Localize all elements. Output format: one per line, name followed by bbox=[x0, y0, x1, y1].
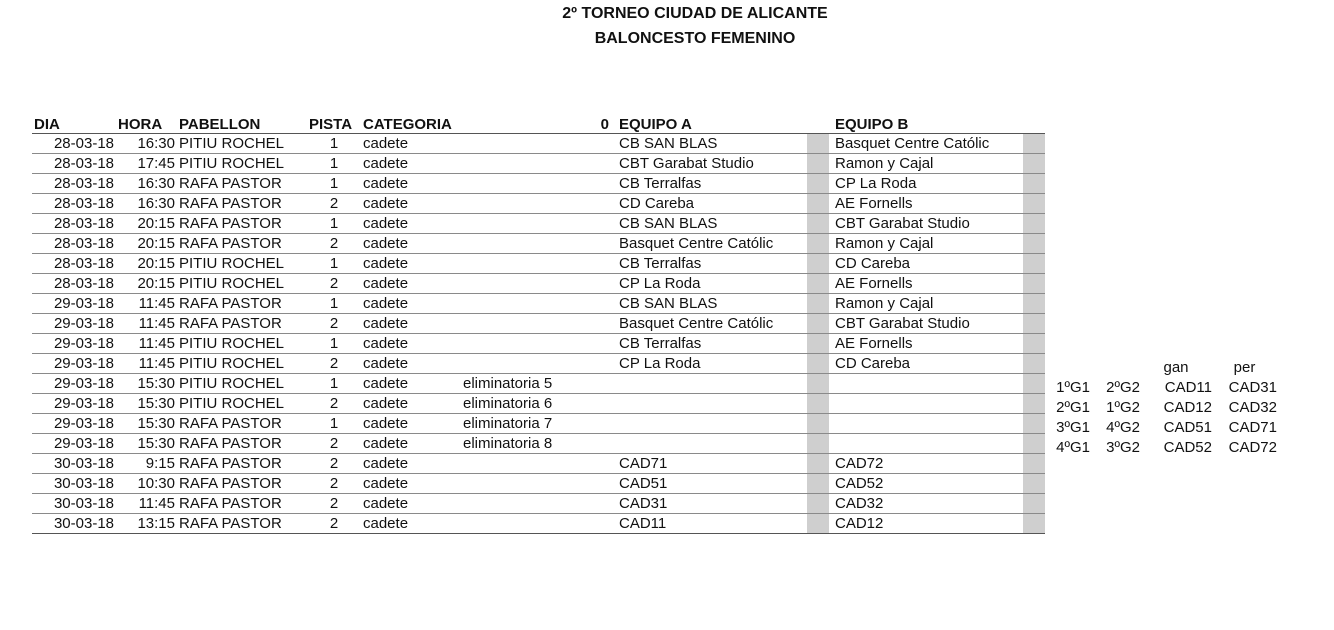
cell-end bbox=[1023, 334, 1045, 354]
cell-dia: 29-03-18 bbox=[32, 314, 116, 334]
table-row bbox=[32, 314, 1045, 334]
cell-blank bbox=[593, 394, 611, 414]
cell-pabellon: RAFA PASTOR bbox=[177, 494, 307, 514]
table-row bbox=[32, 214, 1045, 234]
cell-equipo-a bbox=[611, 414, 807, 434]
cell-equipo-a: CAD71 bbox=[611, 454, 807, 474]
cell-pabellon: PITIU ROCHEL bbox=[177, 154, 307, 174]
cell-equipo-b bbox=[829, 374, 1023, 394]
cell-hora: 15:30 bbox=[116, 434, 177, 454]
document-title: 2º TORNEO CIUDAD DE ALICANTE bbox=[562, 5, 828, 22]
cell-eliminatoria bbox=[461, 494, 593, 514]
cell-blank bbox=[593, 314, 611, 334]
cell-equipo-a: Basquet Centre Católic bbox=[611, 234, 807, 254]
bracket-cell: CAD71 bbox=[1228, 419, 1277, 436]
cell-equipo-a bbox=[611, 394, 807, 414]
cell-pabellon: RAFA PASTOR bbox=[177, 474, 307, 494]
cell-blank bbox=[593, 354, 611, 374]
bracket-header-row bbox=[1040, 358, 1277, 378]
bracket-cell: 4ºG1 bbox=[1056, 439, 1090, 456]
cell-equipo-a: CB Terralfas bbox=[611, 334, 807, 354]
table-row bbox=[32, 494, 1045, 514]
cell-hora: 20:15 bbox=[116, 254, 177, 274]
cell-separator bbox=[807, 494, 829, 514]
cell-equipo-a: CD Careba bbox=[611, 194, 807, 214]
cell-eliminatoria bbox=[461, 174, 593, 194]
cell-pabellon: RAFA PASTOR bbox=[177, 174, 307, 194]
cell-separator bbox=[807, 414, 829, 434]
cell-dia: 30-03-18 bbox=[32, 494, 116, 514]
cell-eliminatoria bbox=[461, 134, 593, 154]
cell-dia: 29-03-18 bbox=[32, 354, 116, 374]
cell-dia: 30-03-18 bbox=[32, 474, 116, 494]
cell-equipo-a: Basquet Centre Católic bbox=[611, 314, 807, 334]
table-row bbox=[32, 334, 1045, 354]
bracket-cell: CAD32 bbox=[1228, 399, 1277, 416]
document-subtitle: BALONCESTO FEMENINO bbox=[594, 30, 796, 47]
cell-eliminatoria: eliminatoria 7 bbox=[461, 414, 593, 434]
cell-pabellon: PITIU ROCHEL bbox=[177, 354, 307, 374]
cell-eliminatoria bbox=[461, 234, 593, 254]
cell-pista: 2 bbox=[307, 514, 361, 534]
table-row bbox=[32, 434, 1045, 454]
cell-separator bbox=[807, 134, 829, 154]
cell-categoria: cadete bbox=[361, 274, 461, 294]
cell-blank bbox=[593, 214, 611, 234]
cell-categoria: cadete bbox=[361, 514, 461, 534]
cell-equipo-a: CP La Roda bbox=[611, 354, 807, 374]
cell-dia: 28-03-18 bbox=[32, 174, 116, 194]
cell-eliminatoria bbox=[461, 354, 593, 374]
cell-dia: 28-03-18 bbox=[32, 194, 116, 214]
cell-equipo-b: CAD12 bbox=[829, 514, 1023, 534]
cell-categoria: cadete bbox=[361, 294, 461, 314]
bracket-cell: 3ºG1 bbox=[1056, 419, 1090, 436]
cell-separator bbox=[807, 514, 829, 534]
cell-hora: 13:15 bbox=[116, 514, 177, 534]
header-blank bbox=[461, 113, 593, 134]
cell-pabellon: RAFA PASTOR bbox=[177, 454, 307, 474]
table-row bbox=[32, 174, 1045, 194]
cell-eliminatoria: eliminatoria 5 bbox=[461, 374, 593, 394]
cell-equipo-b: Basquet Centre Católic bbox=[829, 134, 1023, 154]
cell-equipo-b: CAD52 bbox=[829, 474, 1023, 494]
cell-hora: 11:45 bbox=[116, 334, 177, 354]
header-hora: HORA bbox=[116, 113, 177, 134]
cell-equipo-b: Ramon y Cajal bbox=[829, 234, 1023, 254]
cell-categoria: cadete bbox=[361, 454, 461, 474]
cell-hora: 16:30 bbox=[116, 174, 177, 194]
cell-blank bbox=[593, 154, 611, 174]
cell-pista: 1 bbox=[307, 134, 361, 154]
cell-pista: 1 bbox=[307, 294, 361, 314]
cell-pista: 2 bbox=[307, 394, 361, 414]
cell-hora: 11:45 bbox=[116, 494, 177, 514]
cell-categoria: cadete bbox=[361, 214, 461, 234]
cell-categoria: cadete bbox=[361, 234, 461, 254]
schedule-body bbox=[32, 134, 1045, 534]
cell-hora: 15:30 bbox=[116, 374, 177, 394]
cell-categoria: cadete bbox=[361, 194, 461, 214]
table-row bbox=[32, 154, 1045, 174]
header-categoria: CATEGORIA bbox=[361, 113, 461, 134]
cell-dia: 30-03-18 bbox=[32, 514, 116, 534]
cell-hora: 11:45 bbox=[116, 294, 177, 314]
cell-blank bbox=[593, 454, 611, 474]
cell-pabellon: PITIU ROCHEL bbox=[177, 254, 307, 274]
cell-eliminatoria bbox=[461, 194, 593, 214]
bracket-body bbox=[1040, 358, 1277, 458]
table-row bbox=[32, 414, 1045, 434]
cell-separator bbox=[807, 274, 829, 294]
cell-pabellon: PITIU ROCHEL bbox=[177, 274, 307, 294]
bracket-header-cell bbox=[1090, 358, 1140, 378]
cell-equipo-a: CB SAN BLAS bbox=[611, 214, 807, 234]
cell-equipo-b: CD Careba bbox=[829, 354, 1023, 374]
cell-blank bbox=[593, 254, 611, 274]
cell-equipo-b: AE Fornells bbox=[829, 334, 1023, 354]
cell-end bbox=[1023, 254, 1045, 274]
bracket-header-cell: gan bbox=[1163, 359, 1189, 376]
table-row bbox=[32, 454, 1045, 474]
cell-eliminatoria bbox=[461, 474, 593, 494]
cell-categoria: cadete bbox=[361, 254, 461, 274]
cell-separator bbox=[807, 154, 829, 174]
cell-separator bbox=[807, 234, 829, 254]
cell-pabellon: RAFA PASTOR bbox=[177, 314, 307, 334]
cell-equipo-b: AE Fornells bbox=[829, 274, 1023, 294]
cell-equipo-b: CAD72 bbox=[829, 454, 1023, 474]
cell-eliminatoria bbox=[461, 214, 593, 234]
cell-blank bbox=[593, 334, 611, 354]
cell-end bbox=[1023, 154, 1045, 174]
cell-pabellon: RAFA PASTOR bbox=[177, 214, 307, 234]
cell-pista: 1 bbox=[307, 374, 361, 394]
cell-hora: 20:15 bbox=[116, 274, 177, 294]
cell-pabellon: RAFA PASTOR bbox=[177, 234, 307, 254]
table-row bbox=[32, 194, 1045, 214]
header-zero: 0 bbox=[593, 113, 611, 134]
bracket-row bbox=[1040, 418, 1277, 438]
header-dia: DIA bbox=[32, 113, 116, 134]
cell-pista: 1 bbox=[307, 174, 361, 194]
cell-separator bbox=[807, 374, 829, 394]
cell-equipo-a: CAD51 bbox=[611, 474, 807, 494]
cell-pabellon: RAFA PASTOR bbox=[177, 434, 307, 454]
cell-categoria: cadete bbox=[361, 434, 461, 454]
cell-dia: 28-03-18 bbox=[32, 274, 116, 294]
bracket-header-cell bbox=[1040, 358, 1090, 378]
cell-eliminatoria bbox=[461, 274, 593, 294]
cell-pista: 1 bbox=[307, 414, 361, 434]
cell-eliminatoria bbox=[461, 454, 593, 474]
cell-pista: 1 bbox=[307, 154, 361, 174]
table-row bbox=[32, 294, 1045, 314]
cell-end bbox=[1023, 474, 1045, 494]
cell-blank bbox=[593, 374, 611, 394]
cell-equipo-b bbox=[829, 434, 1023, 454]
cell-pista: 2 bbox=[307, 274, 361, 294]
cell-eliminatoria bbox=[461, 314, 593, 334]
cell-hora: 16:30 bbox=[116, 134, 177, 154]
cell-hora: 10:30 bbox=[116, 474, 177, 494]
cell-equipo-a: CP La Roda bbox=[611, 274, 807, 294]
cell-end bbox=[1023, 514, 1045, 534]
cell-categoria: cadete bbox=[361, 334, 461, 354]
cell-blank bbox=[593, 234, 611, 254]
bracket-row bbox=[1040, 378, 1277, 398]
cell-hora: 9:15 bbox=[116, 454, 177, 474]
cell-dia: 29-03-18 bbox=[32, 334, 116, 354]
cell-dia: 28-03-18 bbox=[32, 254, 116, 274]
cell-categoria: cadete bbox=[361, 134, 461, 154]
cell-equipo-b: CAD32 bbox=[829, 494, 1023, 514]
cell-equipo-b: Ramon y Cajal bbox=[829, 294, 1023, 314]
header-pabellon: PABELLON bbox=[177, 113, 307, 134]
cell-pabellon: RAFA PASTOR bbox=[177, 414, 307, 434]
cell-equipo-a: CB SAN BLAS bbox=[611, 134, 807, 154]
cell-pabellon: PITIU ROCHEL bbox=[177, 134, 307, 154]
cell-pabellon: RAFA PASTOR bbox=[177, 294, 307, 314]
bracket-cell: 1ºG2 bbox=[1106, 399, 1140, 416]
table-row bbox=[32, 374, 1045, 394]
header-end bbox=[1023, 113, 1045, 134]
schedule-header-row bbox=[32, 113, 1045, 134]
cell-pista: 2 bbox=[307, 194, 361, 214]
cell-equipo-a: CBT Garabat Studio bbox=[611, 154, 807, 174]
cell-pista: 1 bbox=[307, 334, 361, 354]
header-pista: PISTA bbox=[307, 113, 361, 134]
cell-end bbox=[1023, 294, 1045, 314]
cell-dia: 29-03-18 bbox=[32, 374, 116, 394]
table-row bbox=[32, 354, 1045, 374]
cell-dia: 28-03-18 bbox=[32, 134, 116, 154]
cell-blank bbox=[593, 414, 611, 434]
cell-equipo-a: CB Terralfas bbox=[611, 174, 807, 194]
cell-separator bbox=[807, 294, 829, 314]
table-row bbox=[32, 254, 1045, 274]
cell-blank bbox=[593, 174, 611, 194]
cell-equipo-b: CBT Garabat Studio bbox=[829, 314, 1023, 334]
cell-hora: 15:30 bbox=[116, 394, 177, 414]
cell-eliminatoria: eliminatoria 6 bbox=[461, 394, 593, 414]
cell-pista: 1 bbox=[307, 214, 361, 234]
cell-blank bbox=[593, 294, 611, 314]
bracket-cell: CAD31 bbox=[1228, 379, 1277, 396]
cell-pabellon: PITIU ROCHEL bbox=[177, 394, 307, 414]
cell-equipo-a: CAD31 bbox=[611, 494, 807, 514]
bracket-cell: 3ºG2 bbox=[1106, 439, 1140, 456]
bracket-cell: CAD52 bbox=[1163, 439, 1212, 456]
cell-end bbox=[1023, 274, 1045, 294]
bracket-cell: CAD11 bbox=[1164, 379, 1212, 396]
cell-equipo-b: AE Fornells bbox=[829, 194, 1023, 214]
cell-equipo-a: CAD11 bbox=[611, 514, 807, 534]
cell-hora: 20:15 bbox=[116, 214, 177, 234]
cell-categoria: cadete bbox=[361, 314, 461, 334]
cell-eliminatoria bbox=[461, 294, 593, 314]
cell-separator bbox=[807, 394, 829, 414]
cell-equipo-b: Ramon y Cajal bbox=[829, 154, 1023, 174]
cell-blank bbox=[593, 194, 611, 214]
cell-categoria: cadete bbox=[361, 474, 461, 494]
bracket-table bbox=[1040, 358, 1277, 458]
cell-hora: 17:45 bbox=[116, 154, 177, 174]
cell-equipo-b: CBT Garabat Studio bbox=[829, 214, 1023, 234]
table-row bbox=[32, 514, 1045, 534]
cell-separator bbox=[807, 194, 829, 214]
cell-pista: 2 bbox=[307, 354, 361, 374]
cell-eliminatoria: eliminatoria 8 bbox=[461, 434, 593, 454]
cell-separator bbox=[807, 474, 829, 494]
cell-pabellon: RAFA PASTOR bbox=[177, 194, 307, 214]
cell-eliminatoria bbox=[461, 254, 593, 274]
cell-dia: 28-03-18 bbox=[32, 214, 116, 234]
cell-equipo-a: CB Terralfas bbox=[611, 254, 807, 274]
table-row bbox=[32, 234, 1045, 254]
cell-categoria: cadete bbox=[361, 374, 461, 394]
cell-equipo-b: CP La Roda bbox=[829, 174, 1023, 194]
cell-eliminatoria bbox=[461, 514, 593, 534]
cell-pabellon: PITIU ROCHEL bbox=[177, 374, 307, 394]
cell-end bbox=[1023, 314, 1045, 334]
bracket-cell: 2ºG1 bbox=[1056, 399, 1090, 416]
table-row bbox=[32, 474, 1045, 494]
cell-categoria: cadete bbox=[361, 174, 461, 194]
cell-separator bbox=[807, 434, 829, 454]
table-row bbox=[32, 274, 1045, 294]
cell-end bbox=[1023, 134, 1045, 154]
table-row bbox=[32, 134, 1045, 154]
cell-hora: 15:30 bbox=[116, 414, 177, 434]
cell-end bbox=[1023, 194, 1045, 214]
bracket-cell: CAD72 bbox=[1228, 439, 1277, 456]
cell-categoria: cadete bbox=[361, 414, 461, 434]
cell-equipo-a bbox=[611, 374, 807, 394]
bracket-cell: 1ºG1 bbox=[1056, 379, 1090, 396]
header-equipo-b: EQUIPO B bbox=[829, 113, 1023, 134]
table-row bbox=[32, 394, 1045, 414]
cell-dia: 29-03-18 bbox=[32, 414, 116, 434]
cell-separator bbox=[807, 174, 829, 194]
cell-separator bbox=[807, 254, 829, 274]
cell-blank bbox=[593, 274, 611, 294]
cell-equipo-b bbox=[829, 394, 1023, 414]
cell-end bbox=[1023, 214, 1045, 234]
cell-end bbox=[1023, 234, 1045, 254]
cell-dia: 30-03-18 bbox=[32, 454, 116, 474]
cell-blank bbox=[593, 494, 611, 514]
cell-dia: 28-03-18 bbox=[32, 154, 116, 174]
cell-blank bbox=[593, 514, 611, 534]
cell-categoria: cadete bbox=[361, 494, 461, 514]
cell-pista: 2 bbox=[307, 314, 361, 334]
cell-equipo-b: CD Careba bbox=[829, 254, 1023, 274]
cell-dia: 29-03-18 bbox=[32, 394, 116, 414]
cell-separator bbox=[807, 214, 829, 234]
bracket-row bbox=[1040, 438, 1277, 458]
cell-separator bbox=[807, 334, 829, 354]
cell-end bbox=[1023, 174, 1045, 194]
cell-pista: 2 bbox=[307, 474, 361, 494]
cell-hora: 11:45 bbox=[116, 314, 177, 334]
cell-blank bbox=[593, 434, 611, 454]
cell-separator bbox=[807, 354, 829, 374]
cell-dia: 29-03-18 bbox=[32, 434, 116, 454]
bracket-header-cell: per bbox=[1233, 359, 1256, 376]
cell-pista: 2 bbox=[307, 234, 361, 254]
cell-dia: 29-03-18 bbox=[32, 294, 116, 314]
bracket-cell: 2ºG2 bbox=[1106, 379, 1140, 396]
header-equipo-a: EQUIPO A bbox=[611, 113, 807, 134]
cell-hora: 11:45 bbox=[116, 354, 177, 374]
cell-pista: 1 bbox=[307, 254, 361, 274]
cell-pista: 2 bbox=[307, 454, 361, 474]
cell-end bbox=[1023, 494, 1045, 514]
cell-pista: 2 bbox=[307, 494, 361, 514]
cell-blank bbox=[593, 134, 611, 154]
cell-hora: 16:30 bbox=[116, 194, 177, 214]
cell-categoria: cadete bbox=[361, 154, 461, 174]
cell-separator bbox=[807, 454, 829, 474]
cell-equipo-a bbox=[611, 434, 807, 454]
cell-eliminatoria bbox=[461, 154, 593, 174]
cell-dia: 28-03-18 bbox=[32, 234, 116, 254]
bracket-cell: 4ºG2 bbox=[1106, 419, 1140, 436]
header-separator bbox=[807, 113, 829, 134]
schedule-table bbox=[32, 113, 1045, 534]
bracket-cell: CAD12 bbox=[1163, 399, 1212, 416]
cell-pabellon: PITIU ROCHEL bbox=[177, 334, 307, 354]
cell-equipo-a: CB SAN BLAS bbox=[611, 294, 807, 314]
cell-pabellon: RAFA PASTOR bbox=[177, 514, 307, 534]
cell-pista: 2 bbox=[307, 434, 361, 454]
cell-hora: 20:15 bbox=[116, 234, 177, 254]
cell-categoria: cadete bbox=[361, 354, 461, 374]
bracket-row bbox=[1040, 398, 1277, 418]
cell-eliminatoria bbox=[461, 334, 593, 354]
cell-categoria: cadete bbox=[361, 394, 461, 414]
cell-blank bbox=[593, 474, 611, 494]
cell-equipo-b bbox=[829, 414, 1023, 434]
cell-separator bbox=[807, 314, 829, 334]
bracket-cell: CAD51 bbox=[1163, 419, 1212, 436]
